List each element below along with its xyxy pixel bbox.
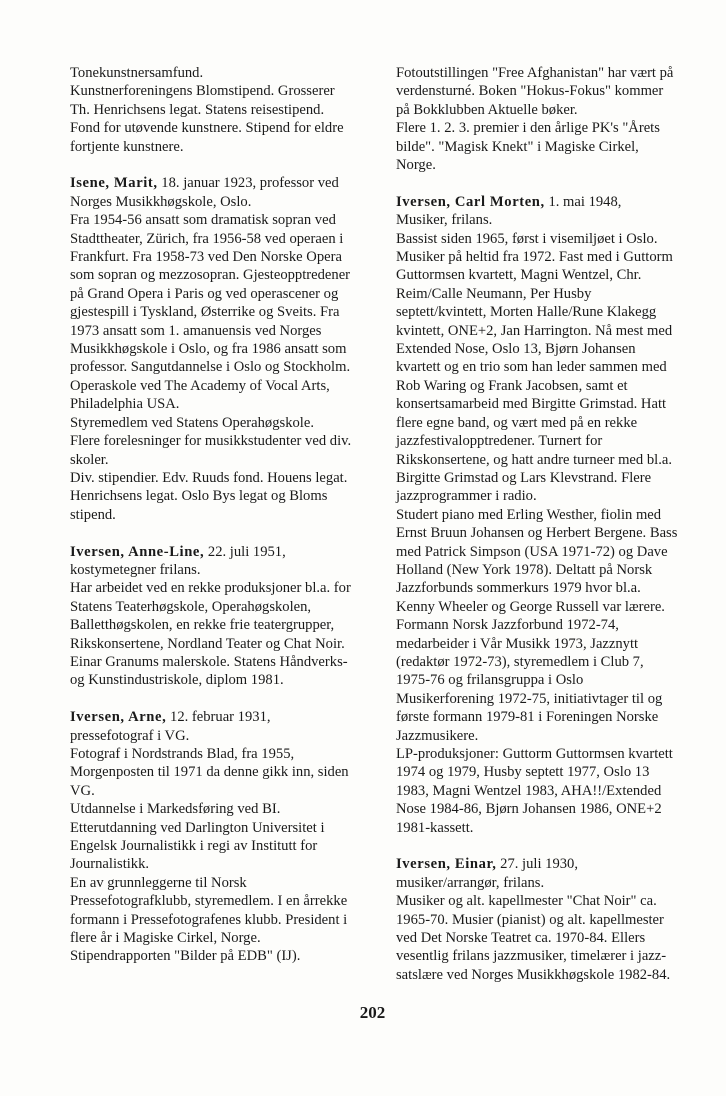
text-line: Musiker og alt. kapellmester "Chat Noir" ca.	[396, 893, 657, 910]
text-line: Journalistikk.	[70, 856, 150, 873]
entry-dates: 18. januar 1923, professor ved	[161, 175, 339, 192]
text-line: Stadttheater, Zürich, fra 1956-58 ved operaen i	[70, 230, 344, 247]
text-line: gjestespill i Tyskland, Østerrike og Sveits. Fra	[70, 304, 340, 321]
text-line: Rob Waring og Frank Jacobsen, samt et	[396, 377, 628, 394]
text-line: formann i Pressefotografenes klubb. President i	[70, 911, 348, 928]
text-line: Reim/Calle Neumann, Per Husby	[396, 285, 592, 302]
text-line: 1974 og 1979, Husby septett 1977, Oslo 13	[396, 764, 650, 781]
text-line: flere egne band, og vært med på en rekke	[396, 414, 638, 431]
text-line: Pressefotografklubb, styremedlem. I en årrekke	[70, 893, 348, 910]
text-line: pressefotograf i VG.	[70, 727, 190, 744]
text-line: på Bokklubben Aktuelle bøker.	[396, 101, 578, 118]
page-number: 202	[359, 1003, 386, 1022]
text-line: Philadelphia USA.	[70, 396, 180, 413]
text-line: Rikskonsertene, og hatt andre turneer med bl.a.	[396, 451, 672, 468]
text-line: Fotoutstillingen "Free Afghanistan" har vært på	[396, 65, 674, 81]
text-line: Birgitte Grimstad og Lars Klevstrand. Flere	[396, 469, 652, 486]
text-line: professor. Sangutdannelse i Oslo og Stockholm.	[70, 359, 351, 376]
text-line: Rikskonsertene, Nordland Teater og Chat Noir.	[70, 635, 345, 652]
text-line: Extended Nose, Oslo 13, Bjørn Johansen	[396, 341, 636, 358]
text-line: første formann 1979-81 i Foreningen Norske	[396, 709, 659, 726]
text-line: flere år i Magiske Cirkel, Norge.	[70, 930, 261, 947]
text-line: Formann Norsk Jazzforbund 1972-74,	[396, 617, 619, 634]
text-line: Flere forelesninger for musikkstudenter ved div.	[70, 433, 352, 450]
text-line: Musikerforening 1972-75, initiativtager til og	[396, 690, 663, 707]
text-line: Einar Granums malerskole. Statens Håndverks-	[70, 653, 348, 670]
entry-iversen-einar	[396, 855, 692, 984]
continued-text	[70, 64, 375, 156]
entry-name: Iversen, Einar,	[396, 856, 497, 873]
entry-name: Iversen, Arne,	[70, 709, 167, 726]
text-line: 1973 ansatt som 1. amanuensis ved Norges	[70, 322, 322, 339]
text-line: kvartett og en trio som han leder sammen med	[396, 359, 667, 376]
text-line: Styremedlem ved Statens Operahøgskole.	[70, 414, 314, 431]
text-line: med Patrick Simpson (USA 1971-72) og Dave	[396, 543, 668, 560]
text-line: Nose 1984-86, Bjørn Johansen 1986, ONE+2	[396, 801, 662, 818]
text-line: som sopran og mezzosopran. Gjesteopptredener	[70, 267, 351, 284]
text-line: septett/kvintett, Morten Halle/Rune Klakegg	[396, 304, 657, 321]
text-line: og Kunstindustriskole, diplom 1981.	[70, 672, 284, 689]
text-line: 1983, Magni Wentzel 1983, AHA!!/Extended	[396, 782, 662, 799]
text-line: jazzprogrammer i radio.	[396, 488, 537, 505]
right-column	[396, 64, 692, 984]
text-line: Etterutdanning ved Darlington Universitet i	[70, 819, 325, 836]
text-line: vesentlig frilans jazzmusiker, timelærer i jazz-	[396, 948, 667, 965]
text-line: Jazzforbunds sommerkurs 1979 hvor bl.a.	[396, 580, 641, 597]
text-line: på Grand Opera i Paris og ved operascener og	[70, 285, 339, 302]
text-line: kostymetegner frilans.	[70, 561, 201, 578]
left-column	[70, 64, 375, 966]
text-line: Div. stipendier. Edv. Ruuds fond. Houens legat.	[70, 469, 348, 486]
text-line: Norge.	[396, 157, 436, 174]
text-line: satslære ved Norges Musikkhøgskole 1982-84.	[396, 966, 671, 983]
text-line: (redaktør 1972-73), styremedlem i Club 7,	[396, 653, 644, 670]
text-line: Kenny Wheeler og George Russell var lærere.	[396, 598, 665, 615]
entry-name: Iversen, Anne-Line,	[70, 543, 205, 560]
text-line: kvintett, ONE+2, Jan Harrington. Nå mest med	[396, 322, 673, 339]
text-line: medarbeider i Vår Musikk 1973, Jazznytt	[396, 635, 639, 652]
entry-isene-marit	[70, 174, 375, 524]
text-line: Fond for utøvende kunstnere. Stipend for eldre	[70, 120, 344, 137]
text-line: Th. Henrichsens legat. Statens reisestipend.	[70, 101, 325, 118]
entry-name: Isene, Marit,	[70, 175, 158, 192]
text-line: Statens Teaterhøgskole, Operahøgskolen,	[70, 598, 312, 615]
text-line: stipend.	[70, 506, 116, 523]
text-line: Musiker på heltid fra 1972. Fast med i Guttorm	[396, 249, 673, 266]
text-line: skoler.	[70, 451, 109, 468]
text-line: Fotograf i Nordstrands Blad, fra 1955,	[70, 745, 295, 762]
text-line: Engelsk Journalistikk i regi av Institutt for	[70, 838, 318, 855]
text-line: Guttormsen kvartett, Magni Wentzel, Chr.	[396, 267, 642, 284]
text-line: verdensturné. Boken "Hokus-Fokus" kommer	[396, 83, 664, 100]
text-line: 1975-76 og frilansgruppa i Oslo	[396, 672, 584, 689]
text-line: Musiker, frilans.	[396, 212, 493, 229]
entry-name: Iversen, Carl Morten,	[396, 193, 545, 210]
text-line: Musikkhøgskole i Oslo, og fra 1986 ansatt som	[70, 341, 347, 358]
entry-dates: 12. februar 1931,	[170, 709, 271, 726]
text-line: Morgenposten til 1971 da denne gikk inn, siden	[70, 764, 349, 781]
entry-iversen-anne-line	[70, 543, 375, 690]
text-line: Frankfurt. Fra 1958-73 ved Den Norske Opera	[70, 249, 342, 266]
continued-text	[396, 64, 692, 174]
text-line: Henrichsens legat. Oslo Bys legat og Bloms	[70, 488, 328, 505]
text-line: Norges Musikkhøgskole, Oslo.	[70, 193, 252, 210]
entry-dates: 27. juli 1930,	[500, 856, 578, 873]
text-line: Utdannelse i Markedsføring ved BI.	[70, 801, 281, 818]
text-line: ved Det Norske Teatret ca. 1970-84. Ellers	[396, 930, 646, 947]
text-line: Tonekunstnersamfund.	[70, 65, 204, 81]
text-line: Stipendrapporten "Bilder på EDB" (IJ).	[70, 948, 301, 965]
text-line: jazzfestivalopptredener. Turnert for	[396, 433, 603, 450]
entry-dates: 22. juli 1951,	[207, 543, 286, 560]
text-line: Holland (New York 1978). Deltatt på Norsk	[396, 561, 653, 578]
text-line: fortjente kunstnere.	[70, 138, 184, 155]
entry-dates: 1. mai 1948,	[548, 193, 622, 210]
text-line: En av grunnleggerne til Norsk	[70, 874, 247, 891]
text-line: Balletthøgskolen, en rekke frie teatergrupper,	[70, 617, 335, 634]
text-line: 1965-70. Musier (pianist) og alt. kapellmester	[396, 911, 664, 928]
entry-iversen-arne	[70, 708, 375, 966]
text-line: musiker/arrangør, frilans.	[396, 874, 545, 891]
entry-iversen-carl-morten	[396, 193, 692, 837]
text-line: 1981-kassett.	[396, 819, 474, 836]
text-line: Har arbeidet ved en rekke produksjoner bl.a. for	[70, 580, 351, 597]
text-line: bilde". "Magisk Knekt" i Magiske Cirkel,	[396, 138, 639, 155]
text-line: Kunstnerforeningens Blomstipend. Grosserer	[70, 83, 335, 100]
text-line: VG.	[70, 782, 95, 799]
text-line: Operaskole ved The Academy of Vocal Arts,	[70, 377, 330, 394]
text-line: LP-produksjoner: Guttorm Guttormsen kvartett	[396, 746, 673, 763]
text-line: Bassist siden 1965, først i visemiljøet i Oslo.	[396, 230, 658, 247]
text-line: Flere 1. 2. 3. premier i den årlige PK's "Årets	[396, 120, 660, 137]
text-line: Ernst Bruun Johansen og Herbert Bergene. Bass	[396, 525, 678, 542]
text-line: Jazzmusikere.	[396, 727, 479, 744]
text-line: Studert piano med Erling Westher, fiolin med	[396, 506, 662, 523]
text-line: Fra 1954-56 ansatt som dramatisk sopran ved	[70, 212, 336, 229]
text-line: konsertsamarbeid med Birgitte Grimstad. Hatt	[396, 396, 667, 413]
